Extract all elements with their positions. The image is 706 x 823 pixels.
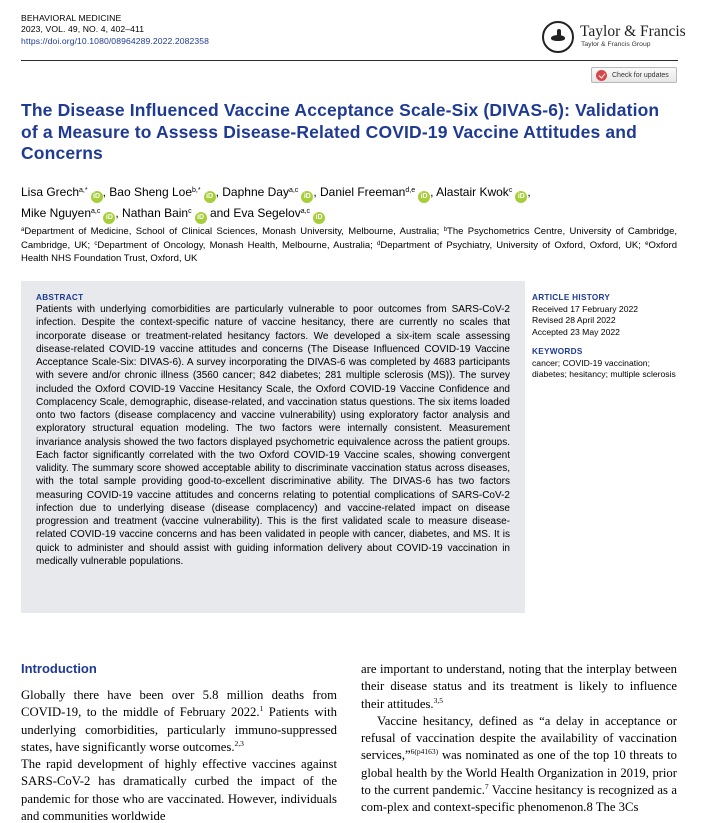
revised-date: Revised 28 April 2022 xyxy=(532,315,616,326)
received-date: Received 17 February 2022 xyxy=(532,303,639,314)
journal-header xyxy=(21,13,209,47)
citation-link[interactable]: 2,3 xyxy=(234,738,244,748)
article-history-label: ARTICLE HISTORY xyxy=(532,293,611,302)
affiliations: $^a$Department of Medicine, School of Clinical Sciences, Monash University, Melbourne, Australia; $^b$The Psychometrics Centre, University of Cambridge, Cambridge, UK; $^c$Department of Oncology, Monash Health, Melbourne, Australia; $^d$Department of Psychiatry, University of Oxford, Oxford, UK; $^e$Oxford Health NHS Foundation Trust, Oxford, UK xyxy=(21,226,678,264)
author[interactable]: Lisa Grech$^{a,*}$iD xyxy=(21,185,103,199)
article-history xyxy=(532,292,682,381)
keywords-label: KEYWORDS xyxy=(532,346,583,356)
citation-link[interactable]: 7 xyxy=(484,782,489,792)
body-column-left xyxy=(21,687,337,823)
header-rule xyxy=(21,60,678,61)
abstract-label: ABSTRACT xyxy=(36,293,84,302)
doi-link[interactable]: https://doi.org/10.1080/08964289.2022.2082358 xyxy=(21,35,209,46)
check-updates-label: Check for updates xyxy=(612,71,669,79)
journal-citation: 2023, VOL. 49, NO. 4, 402–411 xyxy=(21,24,145,35)
authors-and: and xyxy=(209,206,230,220)
orcid-icon[interactable]: iD xyxy=(301,191,313,203)
journal-name: BEHAVIORAL MEDICINE xyxy=(21,13,122,23)
author[interactable]: Eva Segelov$^{a,c}$iD xyxy=(233,206,325,220)
publisher-name: Taylor & Francis xyxy=(580,23,686,40)
abstract-text: Patients with underlying comorbidities are particularly vulnerable to poor outcomes from SARS-CoV-2 infection. Despite the context-specific nature of vaccine hesitancy, there are currently no scales that incorporate disease or treatment-related hesitancy factors. We developed a six-item scale assessing disease-related COVID-19 vaccine attitudes and concerns (The Disease Influenced COVID-19 Vaccine Acceptance Scale-Six: DIVAS-6). A survey incorporating the DIVAS-6 was completed by 4683 participants with severe and/or chronic illness (3560 cancer; 842 diabetes; 281 multiple sclerosis (MS)). The survey included the Oxford COVID-19 Vaccine Hesitancy Scale, the Oxford COVID-19 Vaccine Confidence and Complacency Scale, demographic, disease-related, and vaccination status questions. The six items loaded onto two factors (disease complacency and vaccine vulnerability) using exploratory factor analysis and exploratory structural equation modeling. The two factors were internally consistent. Measurement invariance analysis showed the two factors displayed psychometric equivalence across the patient groups. Each factor significantly correlated with the two Oxford COVID-19 Vaccine scales, showing convergent validity. The summary score showed acceptable ability to discriminate vaccination status across diseases, with the total sample providing good-to-excellent discriminative ability. The DIVAS-6 has two factors measuring COVID-19 vaccine attitudes and concerns relating to potential complications of SARS-CoV-2 infection due to underlying disease (disease complacency) and vaccine-related impact on disease progression and treatment (vaccine vulnerability). This is the first validated scale to measure disease-related COVID-19 vaccine concerns and has been validated in people with cancer, diabetes, and MS. It is quick to administer and should assist with guiding information delivery about COVID-19 vaccination in medically vulnerable populations. xyxy=(36,304,510,567)
publisher-logo xyxy=(542,21,686,51)
orcid-icon[interactable]: iD xyxy=(204,191,216,203)
citation-link[interactable]: 6(p4163) xyxy=(410,747,439,757)
author[interactable]: Bao Sheng Loe$^{b,*}$iD xyxy=(109,185,215,199)
orcid-icon[interactable]: iD xyxy=(418,191,430,203)
orcid-icon[interactable]: iD xyxy=(195,212,207,224)
orcid-icon[interactable]: iD xyxy=(515,191,527,203)
citation-link[interactable]: 1 xyxy=(259,704,264,714)
body-column-right xyxy=(361,661,677,817)
orcid-icon[interactable]: iD xyxy=(103,212,115,224)
check-updates-icon xyxy=(596,70,607,81)
accepted-date: Accepted 23 May 2022 xyxy=(532,327,620,338)
author[interactable]: Nathan Bain$^c$iD xyxy=(122,206,207,220)
publisher-group: Taylor & Francis Group xyxy=(581,41,651,48)
paragraph: Globally there have been over 5.8 million deaths from COVID-19, to the middle of February 2022.$^1$ Patients with underlying comorbidities, particularly immuno-suppressed states, have significantly worse outcomes.$^{2,3}$ xyxy=(21,688,337,754)
publisher-lamp-icon xyxy=(542,21,574,53)
paragraph: Vaccine hesitancy, defined as “a delay in acceptance or refusal of vaccination despite the availability of vaccination services,”$^{6(p4163)}$ was nominated as one of the top 10 threats to global health by the World Health Organization in 2019, prior to the current pandemic.$^7$ Vaccine hesitancy is recognized as a com-plex and context-specific phenomenon.8 The 3Cs xyxy=(361,713,677,815)
author[interactable]: Daphne Day$^{a,c}$iD xyxy=(222,185,313,199)
paragraph: The rapid development of highly effective vaccines against SARS-CoV-2 has dramatically curbed the impact of the pandemic for those who are vaccinated. However, individuals and communities worldwide xyxy=(21,757,337,823)
orcid-icon[interactable]: iD xyxy=(91,191,103,203)
orcid-icon[interactable]: iD xyxy=(313,212,325,224)
paragraph: are important to understand, noting that the interplay between their disease status and its treatment is likely to influence their attitudes.$^{3,5}$ xyxy=(361,662,677,711)
article-title: The Disease Influenced Vaccine Acceptance Scale-Six (DIVAS-6): Validation of a Measure to Assess Disease-Related COVID-19 Vaccine Attitudes and Concerns xyxy=(21,100,660,163)
check-for-updates-button[interactable] xyxy=(591,67,677,83)
author[interactable]: Alastair Kwok$^c$iD xyxy=(436,185,527,199)
abstract-box xyxy=(21,281,525,613)
author[interactable]: Daniel Freeman$^{d,e}$iD xyxy=(320,185,430,199)
introduction-heading: Introduction xyxy=(21,661,97,676)
citation-link[interactable]: 3,5 xyxy=(433,695,443,705)
author-list: Lisa Grech$^{a,*}$iD , Bao Sheng Loe$^{b,*}$iD , Daphne Day$^{a,c}$iD , Daniel Freeman$^{d,e}$iD , Alastair Kwok$^c$iD , Mike Nguyen$^{a,c}$iD , Nathan Bain$^c$iD and Eva Segelov$^{a,c}$iD xyxy=(21,182,681,224)
author[interactable]: Mike Nguyen$^{a,c}$iD xyxy=(21,206,115,220)
keywords-text: cancer; COVID-19 vaccination; diabetes; hesitancy; multiple sclerosis xyxy=(532,357,676,380)
